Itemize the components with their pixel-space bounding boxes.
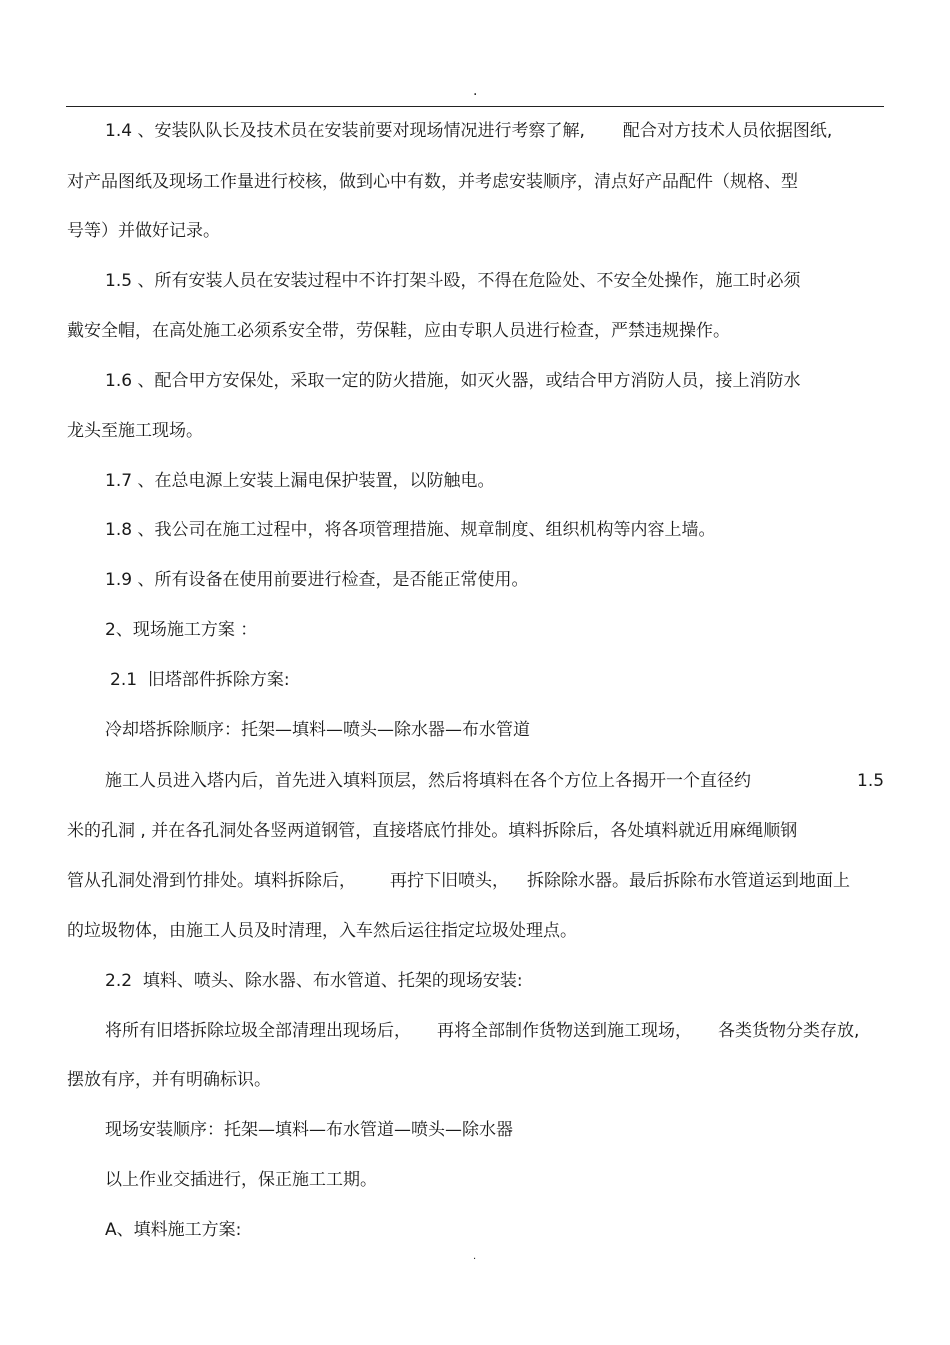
para-1-7: 1.7 、在总电源上安装上漏电保护装置，以防触电。	[105, 471, 495, 491]
para-1-4-line2: 对产品图纸及现场工作量进行校核，做到心中有数，并考虑安装顺序，清点好产品配件（规格、型	[67, 172, 798, 192]
dismantle-para-line3-part-c: 拆除除水器。最后拆除布水管道运到地面上	[527, 871, 850, 891]
header-rule	[66, 106, 884, 107]
para-1-6-line1: 1.6 、配合甲方安保处，采取一定的防火措施，如灭火器，或结合甲方消防人员，接上消防水	[105, 371, 801, 391]
para-1-9: 1.9 、所有设备在使用前要进行检查，是否能正常使用。	[105, 570, 529, 590]
footer-mark: .	[473, 1251, 477, 1262]
section-2-2-heading: 2.2 填料、喷头、除水器、布水管道、托架的现场安装:	[105, 971, 523, 991]
install-para-line2: 摆放有序，并有明确标识。	[67, 1070, 271, 1090]
header-mark: .	[473, 83, 478, 99]
install-order: 现场安装顺序：托架—填料—布水管道—喷头—除水器	[105, 1120, 513, 1140]
para-1-4-line1-part-a: 1.4 、安装队队长及技术员在安装前要对现场情况进行考察了解,	[105, 121, 585, 141]
dismantle-para-line3-part-b: 再拧下旧喷头，	[390, 871, 509, 891]
para-1-6-line2: 龙头至施工现场。	[67, 421, 203, 441]
dismantle-para-line4: 的垃圾物体，由施工人员及时清理，入车然后运往指定垃圾处理点。	[67, 921, 577, 941]
install-para-line1-part-b: 再将全部制作货物送到施工现场，	[437, 1021, 692, 1041]
para-1-4-line3: 号等）并做好记录。	[67, 221, 220, 241]
dismantle-order: 冷却塔拆除顺序：托架—填料—喷头—除水器—布水管道	[105, 720, 530, 740]
para-1-4-line1	[105, 120, 832, 142]
install-para-line1-part-c: 各类货物分类存放,	[718, 1021, 860, 1041]
section-a-heading: A、填料施工方案:	[105, 1220, 242, 1240]
para-1-5-line1: 1.5 、所有安装人员在安装过程中不许打架斗殴，不得在危险处、不安全处操作，施工时必须	[105, 271, 801, 291]
dismantle-para-line2: 米的孔洞 , 并在各孔洞处各竖两道钢管，直接塔底竹排处。填料拆除后，各处填料就近用麻绳顺钢	[67, 821, 798, 841]
para-1-5-line2: 戴安全帽，在高处施工必须系安全带，劳保鞋，应由专职人员进行检查，严禁违规操作。	[67, 321, 730, 341]
para-1-8: 1.8 、我公司在施工过程中，将各项管理措施、规章制度、组织机构等内容上墙。	[105, 520, 716, 540]
para-1-4-line1-part-b: 配合对方技术人员依据图纸,	[622, 121, 833, 141]
install-para-line1	[105, 1020, 859, 1042]
dismantle-para-line1: 施工人员进入塔内后，首先进入填料顶层，然后将填料在各个方位上各揭开一个直径约	[105, 771, 751, 791]
section-2-heading: 2、现场施工方案 ：	[105, 620, 258, 640]
schedule-note: 以上作业交插进行，保正施工工期。	[105, 1170, 377, 1190]
dismantle-para-diameter: 1.5	[857, 771, 885, 791]
install-para-line1-part-a: 将所有旧塔拆除垃圾全部清理出现场后，	[105, 1021, 411, 1041]
dismantle-para-line3-part-a: 管从孔洞处滑到竹排处。填料拆除后，	[67, 871, 356, 891]
dismantle-para-line3	[67, 870, 850, 892]
section-2-1-heading: 2.1 旧塔部件拆除方案:	[110, 670, 290, 690]
